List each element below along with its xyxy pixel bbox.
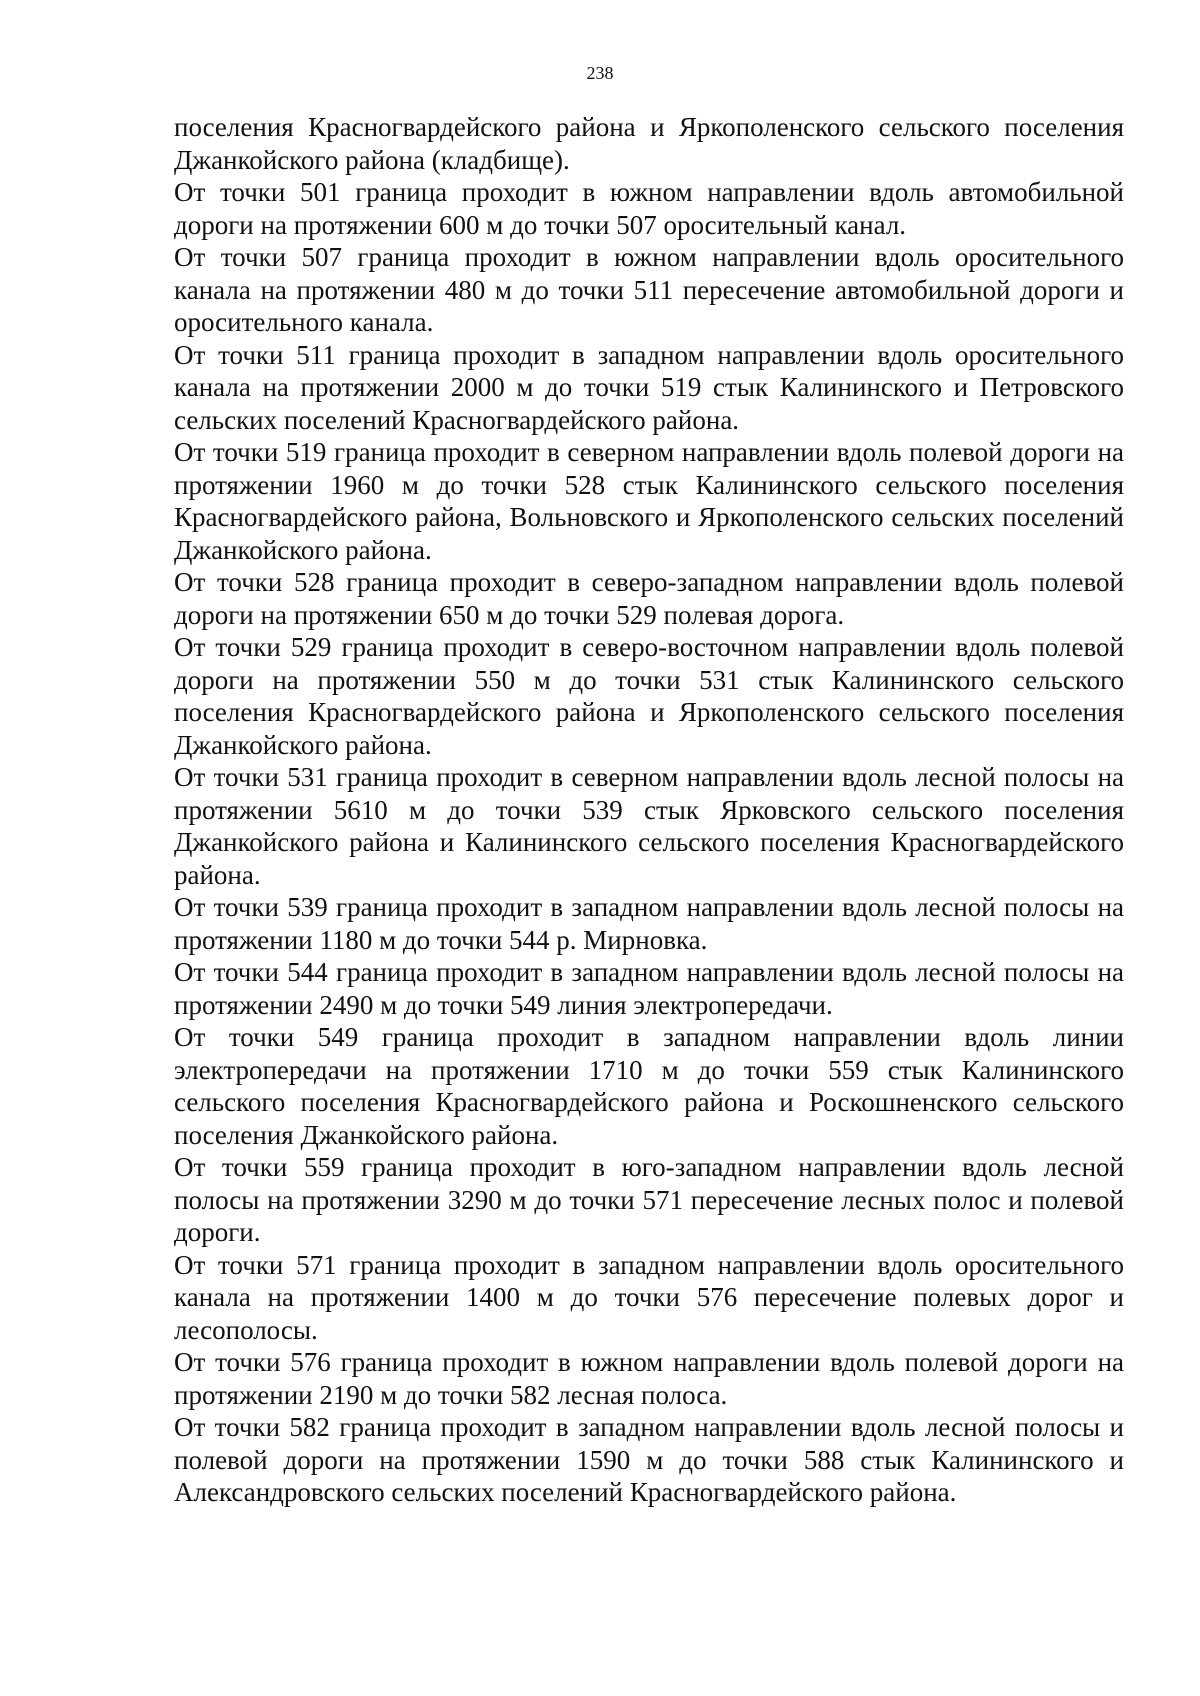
paragraph: поселения Красногвардейского района и Яркополенского сельского поселения Джанкойского района (кладбище). (174, 112, 1124, 175)
paragraph: От точки 549 граница проходит в западном направлении вдоль линии электропередачи на протяжении 1710 м до точки 559 стык Калининского сельского поселения Красногвардейского района и Роскошненского сельского поселения Джанкойского района. (174, 1022, 1124, 1150)
paragraph: От точки 511 граница проходит в западном направлении вдоль оросительного канала на протяжении 2000 м до точки 519 стык Калининского и Петровского сельских поселений Красногвардейского района. (174, 339, 1124, 435)
paragraph: От точки 576 граница проходит в южном направлении вдоль полевой дороги на протяжении 2190 м до точки 582 лесная полоса. (174, 1347, 1124, 1410)
document-body (174, 111, 1124, 1509)
paragraph: От точки 507 граница проходит в южном направлении вдоль оросительного канала на протяжении 480 м до точки 511 пересечение автомобильной дороги и оросительного канала. (174, 242, 1124, 337)
paragraph: От точки 519 граница проходит в северном направлении вдоль полевой дороги на протяжении 1960 м до точки 528 стык Калининского сельского поселения Красногвардейского района, Вольновского и Яркополенского сельских поселений Джанкойского района. (174, 437, 1124, 565)
paragraph: От точки 501 граница проходит в южном направлении вдоль автомобильной дороги на протяжении 600 м до точки 507 оросительный канал. (174, 177, 1124, 240)
paragraph: От точки 544 граница проходит в западном направлении вдоль лесной полосы на протяжении 2490 м до точки 549 линия электропередачи. (174, 957, 1124, 1020)
paragraph: От точки 528 граница проходит в северо-западном направлении вдоль полевой дороги на протяжении 650 м до точки 529 полевая дорога. (174, 567, 1124, 630)
paragraph: От точки 531 граница проходит в северном направлении вдоль лесной полосы на протяжении 5610 м до точки 539 стык Ярковского сельского поселения Джанкойского района и Калининского сельского поселения Красногвардейского района. (174, 762, 1124, 890)
paragraph: От точки 539 граница проходит в западном направлении вдоль лесной полосы на протяжении 1180 м до точки 544 р. Мирновка. (174, 892, 1124, 955)
paragraph: От точки 529 граница проходит в северо-восточном направлении вдоль полевой дороги на протяжении 550 м до точки 531 стык Калининского сельского поселения Красногвардейского района и Яркополенского сельского поселения Джанкойского района. (174, 632, 1124, 760)
paragraph: От точки 571 граница проходит в западном направлении вдоль оросительного канала на протяжении 1400 м до точки 576 пересечение полевых дорог и лесополосы. (174, 1249, 1124, 1345)
paragraph: От точки 559 граница проходит в юго-западном направлении вдоль лесной полосы на протяжении 3290 м до точки 571 пересечение лесных полос и полевой дороги. (174, 1152, 1124, 1247)
paragraph: От точки 582 граница проходит в западном направлении вдоль лесной полосы и полевой дороги на протяжении 1590 м до точки 588 стык Калининского и Александровского сельских поселений Красногвардейского района. (174, 1412, 1124, 1507)
page-number: 238 (586, 63, 614, 83)
